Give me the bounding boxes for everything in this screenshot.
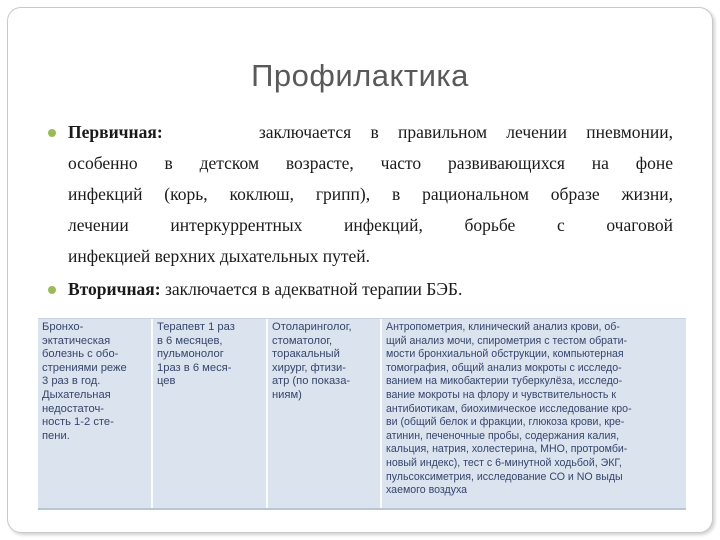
bullet-primary: [48, 129, 56, 137]
table-cell-specialists: Отоларинголог, стоматолог, торакальный хирург, фтизи- атр (по показа- ниям): [272, 321, 352, 401]
primary-line-3: инфекций (корь, коклюш, грипп), в рациональном образе жизни,: [68, 184, 673, 204]
primary-text-1: заключается в правильном лечении пневмонии,: [258, 122, 674, 142]
table-cell-diagnosis: Бронхо- эктатическая болезнь с обо- стрениями реже 3 раз в год. Дыхательная недостаточ- ность 1-2 сте- пени.: [42, 321, 127, 442]
primary-line-2: особенно в детском возрасте, часто развивающихся на фоне: [68, 153, 673, 173]
secondary-paragraph: [68, 274, 673, 305]
table-divider-3: [380, 319, 382, 508]
primary-label: Первичная:: [68, 122, 163, 142]
dispensary-table: [38, 318, 686, 510]
table-cell-frequency: Терапевт 1 раз в 6 месяцев, пульмонолог 1раз в 6 меся- цев: [157, 321, 235, 388]
table-divider-1: [151, 319, 153, 508]
secondary-line: [68, 274, 673, 305]
primary-line-1: [68, 117, 673, 148]
primary-paragraph: [68, 117, 673, 272]
bullet-secondary: [48, 286, 56, 294]
secondary-label: Вторичная:: [68, 279, 161, 299]
table-cell-examinations: Антропометрия, клинический анализ крови, об- щий анализ мочи, спирометрия с тестом обрати- мости бронхиальной обструкции, компьютерная томография, общий анализ мокроты с исследо- ванием на микобактерии туберкулёза, исследо- вание мокроты на флору и чувствительность к антибиотикам, биохимическое исследование кро- ви (общий белок и фракции, глюкоза крови, кре- атинин, печеночные пробы, содержания калия, кальция, натрия, холестерина, МНО, протромби- новый индекс), тест с 6-минутной ходьбой, ЭКГ, пульсоксиметрия, исследование СО и NO выды хаемого воздуха: [386, 321, 632, 497]
table-divider-2: [266, 319, 268, 508]
secondary-text: заключается в адекватной терапии БЭБ.: [164, 279, 463, 299]
primary-line-5: инфекцией верхних дыхательных путей.: [68, 246, 371, 266]
primary-line-4: лечении интеркуррентных инфекций, борьбе с очаговой: [68, 215, 673, 235]
slide-title: Профилактика: [251, 58, 469, 93]
